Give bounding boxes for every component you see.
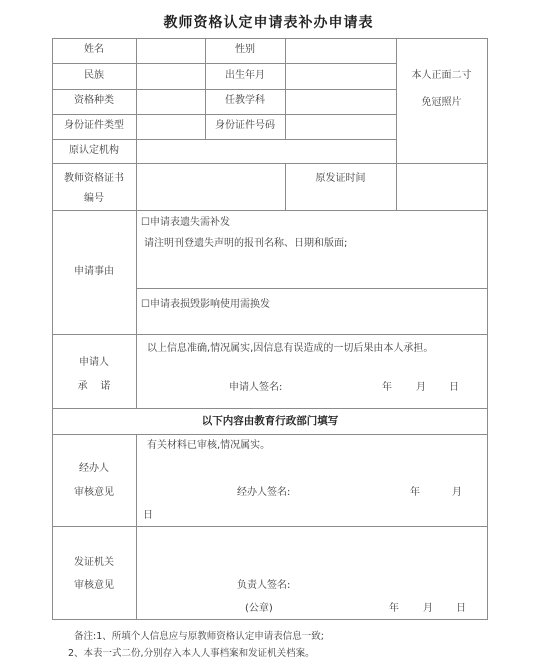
label-column-divider (136, 38, 137, 409)
handler-review-statement: 有关材料已审核,情况属实。 (147, 440, 271, 451)
photo-placeholder-line2: 免冠照片 (421, 97, 462, 108)
handler-review-label-line1: 经办人 (79, 463, 109, 474)
qualification-type-label: 资格种类 (74, 95, 114, 106)
handler-month: 月 (452, 487, 462, 498)
row-divider (52, 63, 396, 64)
row-divider (52, 210, 488, 211)
table-border-right (487, 38, 488, 620)
row-divider (52, 89, 396, 90)
id-number-label: 身份证件号码 (215, 120, 275, 131)
row-divider (52, 139, 396, 140)
photo-placeholder-line1: 本人正面二寸 (411, 70, 472, 81)
issuer-review-label-line2: 审核意见 (74, 580, 114, 591)
label-column-divider (136, 434, 137, 620)
note-line-1: 备注:1、所填个人信息应与原教师资格认定申请表信息一致; (74, 631, 324, 642)
ethnicity-label: 民族 (84, 70, 104, 81)
row-divider (52, 526, 488, 527)
row-divider (52, 408, 488, 409)
form-title: 教师资格认定申请表补办申请表 (163, 15, 374, 31)
handler-year: 年 (410, 487, 420, 498)
certificate-number-label-line2: 编号 (84, 193, 104, 204)
original-issue-time-label: 原发证时间 (315, 173, 366, 184)
commitment-label-line1: 申请人 (79, 357, 109, 368)
lost-replacement-checkbox[interactable]: ☐申请表遗失需补发 (141, 217, 230, 228)
note-line-2: 2、本表一式二份,分别存入本人人事档案和发证机关档案。 (68, 648, 315, 659)
option-divider (137, 288, 488, 289)
issuer-signature-label: 负责人签名: (237, 580, 291, 591)
column-divider (396, 163, 397, 211)
handler-signature-label: 经办人签名: (237, 487, 291, 498)
handler-day: 日 (143, 510, 153, 521)
commitment-month: 月 (416, 382, 426, 393)
commitment-year: 年 (382, 382, 392, 393)
official-seal-label: (公章) (245, 603, 273, 614)
birth-date-label: 出生年月 (225, 70, 265, 81)
issuer-year: 年 (389, 603, 399, 614)
table-border-top (52, 38, 488, 39)
commitment-label-line2: 承 诺 (77, 381, 111, 392)
id-type-label: 身份证件类型 (64, 120, 124, 131)
handler-review-label-line2: 审核意见 (74, 487, 114, 498)
original-authority-label: 原认定机构 (69, 145, 119, 156)
section-header: 以下内容由教育行政部门填写 (201, 415, 339, 427)
row-divider (52, 114, 396, 115)
column-divider (285, 163, 286, 211)
row-divider (52, 163, 488, 164)
column-divider (285, 38, 286, 140)
issuer-review-label-line1: 发证机关 (74, 557, 114, 568)
applicant-signature-label: 申请人签名: (229, 382, 283, 393)
commitment-day: 日 (449, 382, 459, 393)
teaching-subject-label: 任教学科 (225, 95, 265, 106)
issuer-day: 日 (456, 603, 466, 614)
row-divider (52, 434, 488, 435)
name-label: 姓名 (84, 44, 104, 55)
damaged-replacement-checkbox[interactable]: ☐申请表损毁影响使用需换发 (141, 299, 270, 310)
lost-notice-instruction: 请注明刊登遗失声明的报刊名称、日期和版面; (144, 238, 348, 249)
table-border-bottom (52, 619, 488, 620)
certificate-number-label-line1: 教师资格证书 (64, 173, 124, 184)
gender-label: 性别 (235, 44, 255, 55)
row-divider (52, 334, 488, 335)
reason-label: 申请事由 (74, 266, 114, 277)
commitment-statement: 以上信息准确,情况属实,因信息有误造成的一切后果由本人承担。 (147, 343, 434, 354)
issuer-month: 月 (423, 603, 433, 614)
